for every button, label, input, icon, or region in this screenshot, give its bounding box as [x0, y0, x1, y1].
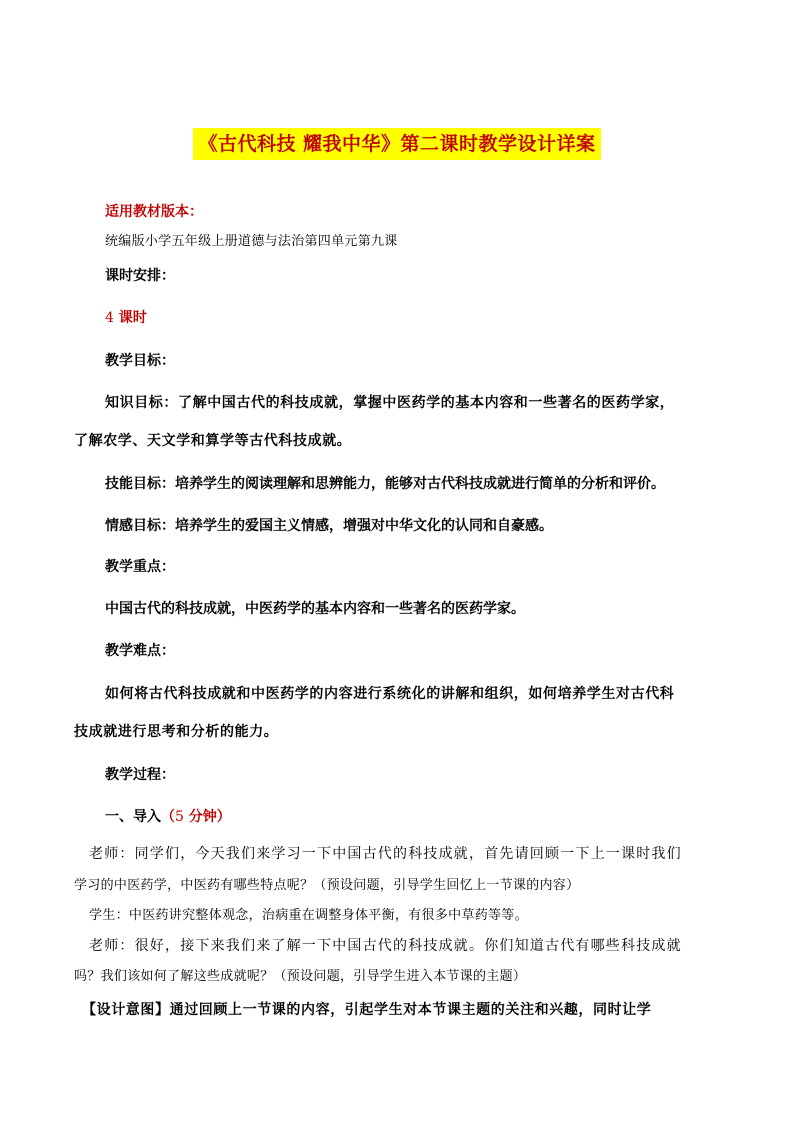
- schedule-value-unit: 课时: [118, 310, 147, 326]
- skill-objective: 技能目标：培养学生的阅读理解和思辨能力，能够对古代科技成就进行简单的分析和评价。: [105, 476, 665, 492]
- schedule-label: 课时安排：: [105, 268, 175, 284]
- schedule-value-number: 4: [105, 310, 114, 326]
- knowledge-objective-line-1: 知识目标：了解中国古代的科技成就，掌握中医药学的基本内容和一些著名的医药学家，: [105, 395, 675, 411]
- section-1-heading: [105, 807, 745, 827]
- teacher-line-1a: 老师：同学们，今天我们来学习一下中国古代的科技成就，首先请回顾一下上一课时我们: [89, 846, 682, 862]
- difficulties-line-1: 如何将古代科技成就和中医药学的内容进行系统化的讲解和组织，如何培养学生对古代科: [105, 686, 675, 702]
- process-label: 教学过程：: [105, 767, 175, 783]
- teacher-line-1b: 学习的中医药学，中医药有哪些特点呢？（预设问题，引导学生回忆上一节课的内容）: [74, 878, 580, 893]
- key-points-value: 中国古代的科技成就，中医药学的基本内容和一些著名的医药学家。: [105, 601, 525, 617]
- textbook-value: 统编版小学五年级上册道德与法治第四单元第九课: [105, 234, 398, 249]
- schedule-value: [105, 308, 745, 328]
- textbook-label: 适用教材版本：: [105, 204, 203, 220]
- emotion-objective: 情感目标：培养学生的爱国主义情感，增强对中华文化的认同和自豪感。: [105, 518, 553, 534]
- title-block: [0, 128, 794, 160]
- difficulties-label: 教学难点：: [105, 643, 175, 659]
- design-intent-line: 【设计意图】通过回顾上一节课的内容，引起学生对本节课主题的关注和兴趣，同时让学: [82, 1002, 652, 1018]
- document-title: 《古代科技 耀我中华》第二课时教学设计详案: [193, 128, 600, 160]
- teacher-line-2a: 老师：很好，接下来我们来了解一下中国古代的科技成就。你们知道古代有哪些科技成就: [89, 938, 682, 954]
- section-1-time: （5 分钟）: [161, 809, 231, 825]
- section-1-title: 一、导入: [105, 809, 161, 825]
- key-points-label: 教学重点：: [105, 559, 175, 575]
- student-line-1: 学生：中医药讲究整体观念，治病重在调整身体平衡，有很多中草药等等。: [89, 908, 528, 923]
- knowledge-objective-line-2: 了解农学、天文学和算学等古代科技成就。: [74, 433, 352, 449]
- difficulties-line-2: 技成就进行思考和分析的能力。: [74, 724, 279, 740]
- objectives-label: 教学目标：: [105, 353, 175, 369]
- teacher-line-2b: 吗？我们该如何了解这些成就呢？（预设问题，引导学生进入本节课的主题）: [74, 969, 527, 984]
